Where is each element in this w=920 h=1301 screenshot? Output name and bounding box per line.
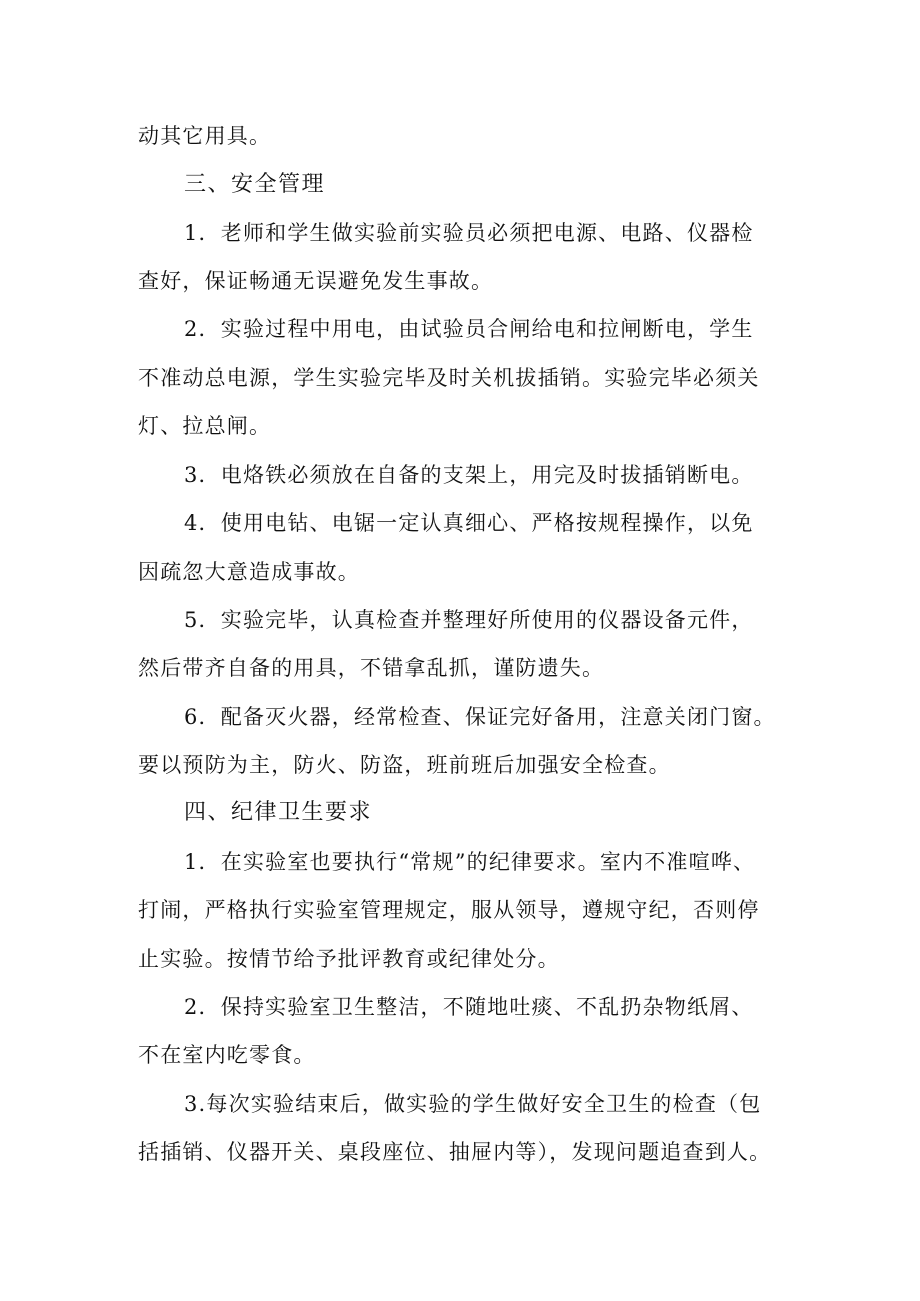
discipline-item-2-line-2: 不在室内吃零食。 (138, 1043, 316, 1067)
discipline-item-2-line-1: 2．保持实验室卫生整洁，不随地吐痰、不乱扔杂物纸屑、 (184, 995, 754, 1019)
continuation-line: 动其它用具。 (138, 124, 272, 148)
safety-item-4-line-1: 4．使用电钻、电锯一定认真细心、严格按规程操作，以免 (184, 511, 754, 535)
safety-item-5-line-1: 5．实验完毕，认真检查并整理好所使用的仪器设备元件， (184, 608, 754, 632)
safety-item-1-line-1: 1．老师和学生做实验前实验员必须把电源、电路、仪器检 (184, 221, 754, 245)
safety-item-6-line-1: 6．配备灭火器，经常检查、保证完好备用，注意关闭门窗。 (184, 705, 776, 729)
section-heading-discipline: 四、纪律卫生要求 (184, 800, 373, 825)
safety-item-1-line-2: 查好，保证畅通无误避免发生事故。 (138, 269, 494, 293)
safety-item-6-line-2: 要以预防为主，防火、防盗，班前班后加强安全检查。 (138, 753, 671, 777)
safety-item-2-line-1: 2．实验过程中用电，由试验员合闸给电和拉闸断电，学生 (184, 317, 754, 341)
safety-item-2-line-3: 灯、拉总闸。 (138, 414, 272, 438)
safety-item-4-line-2: 因疏忽大意造成事故。 (138, 560, 360, 584)
discipline-item-1-line-2: 打闹，严格执行实验室管理规定，服从领导，遵规守纪，否则停 (138, 898, 760, 922)
discipline-item-1-line-3: 止实验。按情节给予批评教育或纪律处分。 (138, 947, 560, 971)
safety-item-5-line-2: 然后带齐自备的用具，不错拿乱抓，谨防遗失。 (138, 656, 605, 680)
discipline-item-1-line-1: 1．在实验室也要执行“常规”的纪律要求。室内不准喧哗、 (184, 850, 756, 874)
safety-item-2-line-2: 不准动总电源，学生实验完毕及时关机拔插销。实验完毕必须关 (138, 366, 760, 390)
discipline-item-3-line-2: 括插销、仪器开关、桌段座位、抽屉内等），发现问题追查到人。 (138, 1140, 772, 1164)
safety-item-3-line-1: 3．电烙铁必须放在自备的支架上，用完及时拔插销断电。 (184, 463, 754, 487)
section-heading-safety: 三、安全管理 (184, 172, 326, 197)
discipline-item-3-line-1: 3.每次实验结束后，做实验的学生做好安全卫生的检查（包 (184, 1092, 762, 1116)
